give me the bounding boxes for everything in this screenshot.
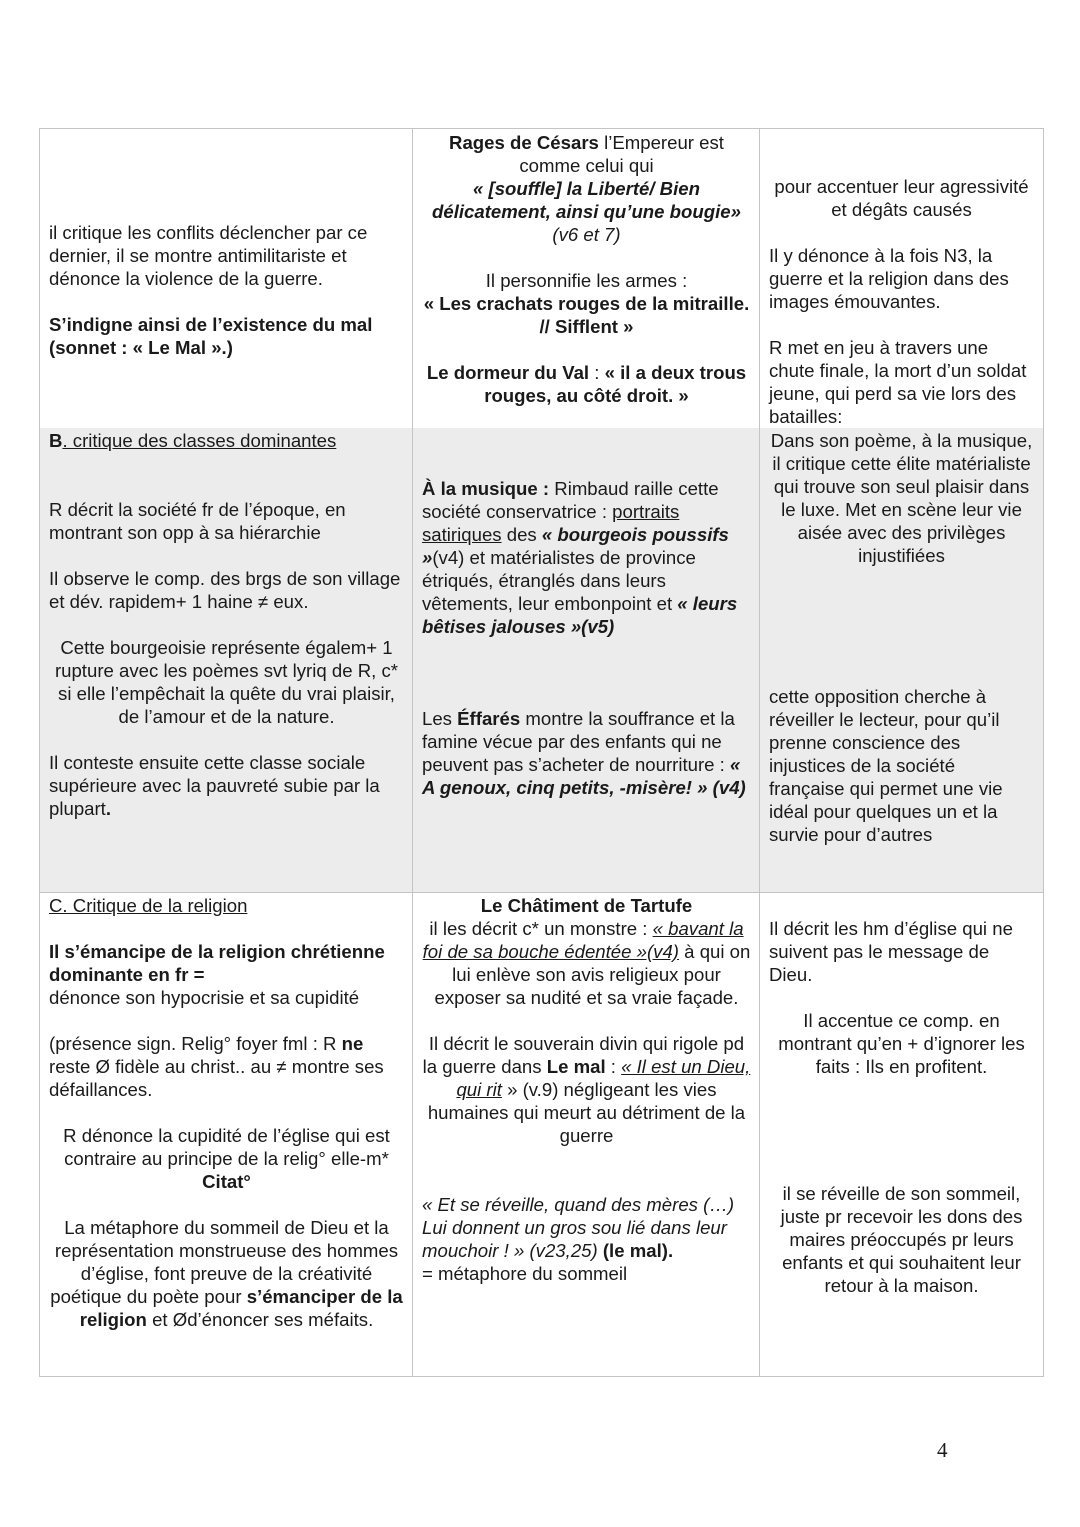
- table-row-religion: [39, 893, 1044, 1377]
- row2-col2: [412, 428, 759, 892]
- row2-col1-para1: R décrit la société fr de l’époque, en montrant son opp à sa hiérarchie: [49, 499, 346, 543]
- row3-col2: [412, 893, 759, 1376]
- row3-col1-para1: Il s’émancipe de la religion chrétienne dominante en fr = dénonce son hypocrisie et sa cupidité: [49, 941, 385, 1008]
- table-row-guerre: [39, 128, 1044, 429]
- poem-title-effares: Éffarés: [457, 708, 521, 729]
- quote-crachats: « Les crachats rouges de la mitraille. // Sifflent »: [423, 293, 750, 337]
- quote-reveille: « Et se réveille, quand des mères (…) Lui donnent un gros sou lié dans leur mouchoir ! » (v23,25): [422, 1194, 735, 1261]
- row1-col2-para2: Il personnifie les armes : « Les crachats rouges de la mitraille. // Sifflent »: [423, 270, 750, 337]
- row1-col2-para3: Le dormeur du Val : « il a deux trous rouges, au côté droit. »: [426, 362, 747, 406]
- row1-col3-para1: pour accentuer leur agressivité et dégâts causés: [774, 176, 1029, 220]
- row3-col2-para3: « Et se réveille, quand des mères (…) Lui donnent un gros sou lié dans leur mouchoir ! » (v23,25) (le mal). = métaphore du sommeil: [422, 1194, 735, 1284]
- page-number: 4: [937, 1438, 948, 1462]
- row3-col3: [759, 893, 1042, 1376]
- row1-col1: [40, 129, 412, 428]
- row3-col3-para3: il se réveille de son sommeil, juste pr recevoir les dons des maires préoccupés pr leurs enfants et qui souhaitent leur retour à la maison.: [780, 1183, 1023, 1296]
- poem-title-musique: À la musique :: [422, 478, 550, 499]
- section-b-heading: B. critique des classes dominantes: [49, 430, 337, 451]
- section-c-heading: C. Critique de la religion: [49, 895, 248, 916]
- row1-col2-para1: Rages de Césars l’Empereur est comme celui qui « [souffle] la Liberté/ Bien délicatement, ainsi qu’une bougie» (v6 et 7): [432, 132, 741, 245]
- quote-liberte: « [souffle] la Liberté/ Bien délicatement, ainsi qu’une bougie»: [432, 178, 741, 222]
- row3-col1-para4: La métaphore du sommeil de Dieu et la représentation monstrueuse des hommes d’église, font preuve de la créativité poétique du poète pour s’émanciper de la religion et Ød’énoncer ses méfaits.: [50, 1217, 403, 1330]
- row3-col1: [40, 893, 412, 1376]
- row2-col3-para1: Dans son poème, à la musique, il critique cette élite matérialiste qui trouve son seul plaisir dans le luxe. Met en scène leur vie aisée avec des privilèges injustifiées: [770, 430, 1033, 566]
- row3-col3-para1: Il décrit les hm d’église qui ne suivent pas le message de Dieu.: [769, 918, 1013, 985]
- row2-col2-para1: À la musique : Rimbaud raille cette société conservatrice : portraits satiriques des « bourgeois poussifs »(v4) et matérialistes de province étriqués, étranglés dans leurs vêtements, leur embonpoint et « leurs bêtises jalouses »(v5): [422, 478, 738, 637]
- row2-col3: [759, 428, 1042, 892]
- row2-col1-para4: Il conteste ensuite cette classe sociale supérieure avec la pauvreté subie par la plupart.: [49, 752, 380, 819]
- row2-col1-para3: Cette bourgeoisie représente égalem+ 1 rupture avec les poèmes svt lyriq de R, c* si elle l’empêchait la quête du vrai plaisir, de l’amour et de la nature.: [54, 637, 399, 727]
- poem-title-tartufe: Le Châtiment de Tartufe: [480, 895, 693, 916]
- row1-col1-text: il critique les conflits déclencher par ce dernier, il se montre antimilitariste et dénonce la violence de la guerre.: [49, 222, 368, 289]
- row1-col3: [759, 129, 1042, 428]
- quote-genoux: « A genoux, cinq petits, -misère! » (v4): [422, 754, 746, 798]
- row2-col1: [40, 428, 412, 892]
- row1-col3-para2: Il y dénonce à la fois N3, la guerre et la religion dans des images émouvantes.: [769, 245, 1009, 312]
- quote-bavant: « bavant la foi de sa bouche édentée »(v4): [422, 918, 744, 962]
- row3-col3-para2: Il accentue ce comp. en montrant qu’en + d’ignorer les faits : Ils en profitent.: [778, 1010, 1025, 1077]
- poem-title-dormeur: Le dormeur du Val: [426, 362, 590, 383]
- row1-col3-para3: R met en jeu à travers une chute finale, la mort d’un soldat jeune, qui perd sa vie lors des batailles:: [769, 337, 1027, 427]
- row3-col1-para3: R dénonce la cupidité de l’église qui est contraire au principe de la relig° elle-m* Citat°: [63, 1125, 390, 1192]
- row3-col2-para2: Il décrit le souverain divin qui rigole pd la guerre dans Le mal : « Il est un Dieu, qui rit » (v.9) négligeant les vies humaines qui meurt au détriment de la guerre: [422, 1033, 751, 1146]
- row3-col1-para2: (présence sign. Relig° foyer fml : R ne reste Ø fidèle au christ.. au ≠ montre ses défaillances.: [49, 1033, 384, 1100]
- row2-col2-para2: Les Éffarés montre la souffrance et la famine vécue par des enfants qui ne peuvent pas s’acheter de nourriture : « A genoux, cinq petits, -misère! » (v4): [422, 708, 746, 798]
- quote-bourgeois: « bourgeois poussifs »: [422, 524, 729, 568]
- table-row-classes: [39, 428, 1044, 893]
- row3-col2-para1: Le Châtiment de Tartufe il les décrit c* un monstre : « bavant la foi de sa bouche édentée »(v4) à qui on lui enlève son avis religieux pour exposer sa nudité et sa vraie façade.: [422, 895, 751, 1008]
- quote-trous: « il a deux trous rouges, au côté droit. »: [484, 362, 747, 406]
- row1-col2: [412, 129, 759, 428]
- quote-betises: « leurs bêtises jalouses »(v5): [422, 593, 738, 637]
- row2-col3-para2: cette opposition cherche à réveiller le lecteur, pour qu’il prenne conscience des injustices de la société française qui permet une vie idéal pour quelques un et la survie pour d’autres: [769, 686, 1003, 845]
- row2-col1-para2: Il observe le comp. des brgs de son village et dév. rapidem+ 1 haine ≠ eux.: [49, 568, 401, 612]
- quote-dieu-rit: « Il est un Dieu, qui rit: [456, 1056, 751, 1100]
- row1-col1-bold-text: S’indigne ainsi de l’existence du mal (sonnet : « Le Mal ».): [49, 314, 373, 358]
- poem-title-rages: Rages de Césars: [449, 132, 599, 153]
